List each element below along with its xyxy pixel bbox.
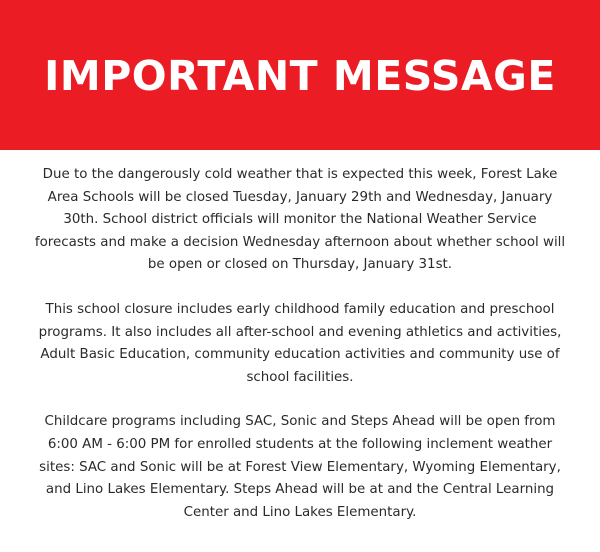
paragraph-childcare: Childcare programs including SAC, Sonic and Steps Ahead will be open from 6:00 AM - 6:00 PM for enrolled students at the following inclement weather sites: SAC and Sonic will be at Forest View Elementary, Wyoming Elementary, and Lino Lakes Elementary. Steps Ahead will be at and the Central Learning Center and Lino Lakes Elementary. (39, 414, 561, 520)
paragraph-closure-dates: Due to the dangerously cold weather that is expected this week, Forest Lake Area Schools will be closed Tuesday, January 29th and Wednesday, January 30th. School district officials will monitor the National Weather Service forecasts and make a decision Wednesday afternoon about whether school will be open or closed on Thursday, January 31st. (34, 167, 566, 273)
page-title: IMPORTANT MESSAGE (44, 52, 556, 100)
message-body (0, 150, 600, 524)
paragraph-closure-scope: This school closure includes early childhood family education and preschool programs. It also includes all after-school and evening athletics and activities, Adult Basic Education, community education activities and community use of school facilities. (38, 301, 562, 385)
header-banner (0, 0, 600, 150)
